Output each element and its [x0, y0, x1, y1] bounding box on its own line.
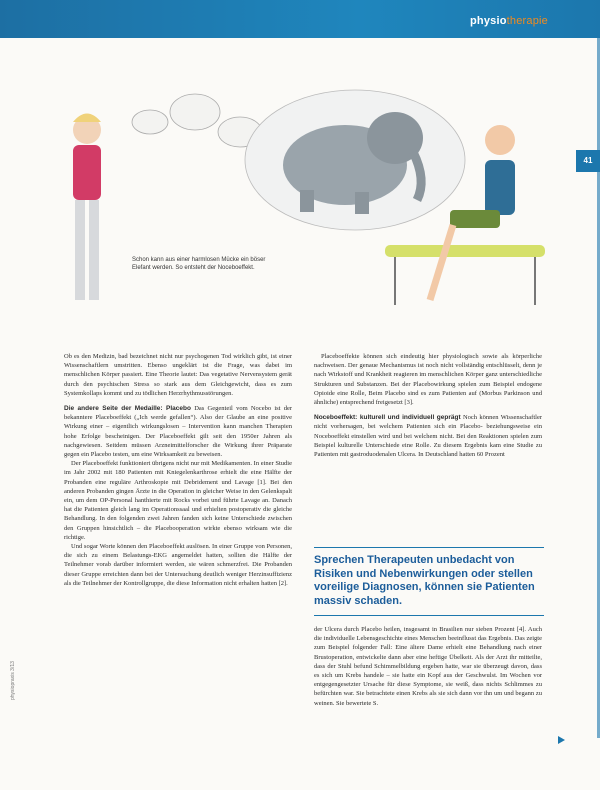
paragraph: Ob es den Medizin, bad bezeichnet nicht nur psychogenen Tod wirklich gibt, ist einer Wissenschaftlern umstritten. Ebenso ungeklärt ist die Frage, was dabei im menschlichen Körper passiert. Eine Theorie lautet: Das vegetative Nervensystem gerät durch den psychischen Stress so stark aus dem Gleichgewicht, dass es zum Systemkollaps kommt und zu tödlichen Herzrhythmusstörungen.: [64, 353, 292, 397]
vertical-issue-note: physiopraxis 3/13: [10, 661, 16, 700]
patient-head: [485, 125, 515, 155]
thought-bubble-medium: [170, 94, 220, 130]
right-column-continued: [314, 625, 542, 708]
paragraph: [64, 404, 292, 459]
paragraph: [314, 413, 542, 459]
paragraph: der Ulcera durch Placebo heilen, insgesamt in Brasilien nur sieben Prozent [4]. Auch die individuelle Lebensgeschichte eines Menschen beeinflusst das Ergebnis. Das zeigte zum Beispiel folgender Fall: Eine ältere Dame erhielt eine Behandlung nach einer Brustoperation, entwickelte dann aber eine heftige Übelkeit. Als der Arzt ihr mitteilte, dass der Stuhl befund Schimmelbildung ergeben hatte, war sie überzeugt davon, dass es sich um Krebs handele – sie hatte ein Kopf aus der Geschwulst. Im Wochen vor entgegengesetzter Ursache für diese Symptome, sie weiß, dass nichts Schlimmes zu befürchten war. Sie betrachtete einen Krebs als sie sich dann vor ihn um und begann zu weinen. Sie bewertete S.: [314, 626, 542, 707]
woman-leg-left: [75, 200, 85, 300]
page-number: 41: [576, 150, 600, 172]
thought-bubble-small: [132, 110, 168, 134]
brand-main: physio: [469, 15, 507, 27]
section-lead: Noceboeffekt: kulturell und individuell geprägt: [314, 414, 461, 422]
right-column: [314, 352, 542, 459]
elephant-leg: [300, 190, 314, 212]
header-bar: [0, 0, 600, 38]
paragraph: Placeboeffekte können sich eindeutig hier physiologisch sowie als körperliche nachweisen. Der genaue Mechanismus ist noch nicht vollständig entschlüsselt, denn je nach Wirkstoff und Krankheit reagieren im menschlichen Körper ganz unterschiedliche Strukturen und Substanzen. Bei der Placebowirkung spielen zum Beispiel endogene Opioide eine Rolle, Beim Placebo sind es zum Patienten auf (Morbus Parkinson und ähnliche) entsprechend freigesetzt [3].: [314, 353, 542, 407]
paragraph-text: Noch können Wissenschaftler nicht vorhersagen, bei welchem Patienten sich ein Placebo- beziehungsweise ein Noceboeffekt einstellen wird und bei welchem nicht. Bei den Reaktionen spielen zum Beispiel kulturelle Unterschiede eine Rolle. Zu diesem Ergebnis kam eine Studie zu Patienten mit gastroduodenalen Ulcera. In Deutschland hatten 60 Prozent: [314, 414, 542, 459]
patient-shirt: [485, 160, 515, 215]
paragraph-text: Das Gegenteil vom Nocebo ist der bekanntere Placeboeffekt („Ich werde gefallen“). Also der Glaube an eine positive Wirkung einer – eigentlich wirkungslosen – Intervention kann manchen Therapien hohe Erfolge bescheinigen. Der Placeboeffekt gilt seit den 1950er Jahren als nachgewiesen. Seitdem müssen Arzneimittelforscher die Wirkung ihrer Präparate gegen ein Placebo testen, um eine Wirksamkeit zu beweisen.: [64, 405, 293, 459]
woman-shirt: [73, 145, 101, 200]
paragraph: Der Placeboeffekt funktioniert übrigens nicht nur mit Medikamenten. In einer Studie im Jahr 2002 mit 180 Patienten mit Kniegelenkarthrose erhielt die eine Hälfte der Probanden eine reguläre Arthroskopie mit Debridement und Lavage [1]. Bei den anderen Probanden gingen Ärzte in die Operation in gleicher Weise in den Gelenkspalt ein, um dem OP-Personal hanthierte mit Rocks vorbei und führte Lavage an. Danach hat die Patienten gleich lang im Operationssaal und erhielten postoperativ die gleiche Behandlung. In den folgenden zwei Jahren fanden sich keine Unterschiede zwischen den Gruppen hinsichtlich – die Placebooperation wirkte ebenso wirksam wie die richtige.: [64, 460, 292, 541]
continue-arrow-icon: [558, 736, 565, 744]
elephant-leg-2: [355, 192, 369, 214]
illustration-caption: Schon kann aus einer harmlosen Mücke ein böser Elefant werden. So entsteht der Noceboeffekt.: [132, 257, 266, 271]
patient-shorts: [450, 210, 500, 228]
paragraph: Und sogar Worte können den Placeboeffekt auslösen. In einer Gruppe von Personen, die sich zu einem Belastungs-EKG angemeldet hatten, sollten die Hälfte der Teilnehmer vorab darüber informiert werden, sie wären schmerzfrei. Die Probanden dieser Gruppe erreichten dann bei der Untersuchung deutlich weniger Herzinsuffizienz als die Teilnehmer der Kontrollgruppe, die diese Information nicht erhalten hatten [2].: [64, 543, 292, 587]
cartoon-illustration: [55, 60, 565, 345]
brand-accent: therapie: [506, 15, 548, 27]
left-column: [64, 352, 292, 588]
woman-hair: [73, 114, 101, 123]
magazine-brand: [470, 15, 548, 27]
section-lead: Die andere Seite der Medaille: Placebo: [64, 405, 191, 413]
woman-leg-right: [89, 200, 99, 300]
treatment-bench: [385, 245, 545, 257]
pull-quote: Sprechen Therapeuten unbedacht von Risiken und Nebenwirkungen oder stellen voreilige Diagnosen, können sie Patienten massiv schaden.: [314, 547, 544, 616]
